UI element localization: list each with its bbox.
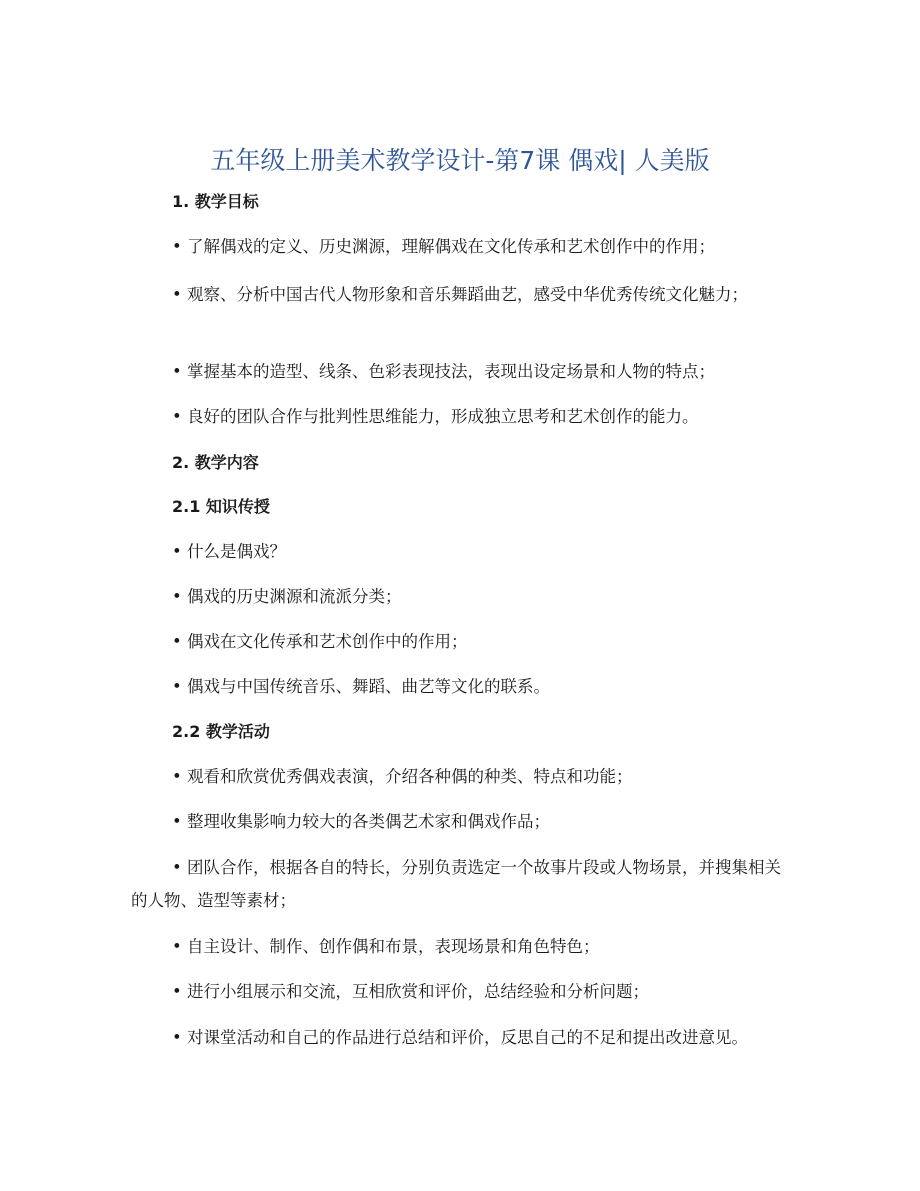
list-item: • 观看和欣赏优秀偶戏表演，介绍各种偶的种类、特点和功能； <box>172 767 633 786</box>
list-item: • 整理收集影响力较大的各类偶艺术家和偶戏作品； <box>172 812 550 831</box>
document-title: 五年级上册美术教学设计-第7课 偶戏| 人美版 <box>210 146 710 175</box>
list-item: • 了解偶戏的定义、历史渊源，理解偶戏在文化传承和艺术创作中的作用； <box>172 237 715 256</box>
section-heading-content: 2. 教学内容 <box>172 453 259 472</box>
list-item: • 偶戏在文化传承和艺术创作中的作用； <box>172 632 468 651</box>
list-item: • 偶戏与中国传统音乐、舞蹈、曲艺等文化的联系。 <box>172 677 550 696</box>
list-item: • 偶戏的历史渊源和流派分类； <box>172 587 402 606</box>
list-item: • 掌握基本的造型、线条、色彩表现技法，表现出设定场景和人物的特点； <box>172 362 715 381</box>
section-heading-activities: 2.2 教学活动 <box>172 722 270 741</box>
list-item: • 团队合作，根据各自的特长，分别负责选定一个故事片段或人物场景，并搜集相关的人物、造型等素材； <box>131 858 781 910</box>
list-item: • 进行小组展示和交流，互相欣赏和评价，总结经验和分析问题； <box>172 982 649 1001</box>
list-item: • 良好的团队合作与批判性思维能力，形成独立思考和艺术创作的能力。 <box>172 407 699 426</box>
list-item: • 自主设计、制作、创作偶和布景，表现场景和角色特色； <box>172 937 600 956</box>
section-heading-knowledge: 2.1 知识传授 <box>172 497 270 516</box>
list-item: • 什么是偶戏？ <box>172 542 286 561</box>
list-item: • 对课堂活动和自己的作品进行总结和评价，反思自己的不足和提出改进意见。 <box>172 1028 748 1047</box>
list-item: • 观察、分析中国古代人物形象和音乐舞蹈曲艺，感受中华优秀传统文化魅力； <box>172 285 748 304</box>
section-heading-goals: 1. 教学目标 <box>172 192 259 211</box>
